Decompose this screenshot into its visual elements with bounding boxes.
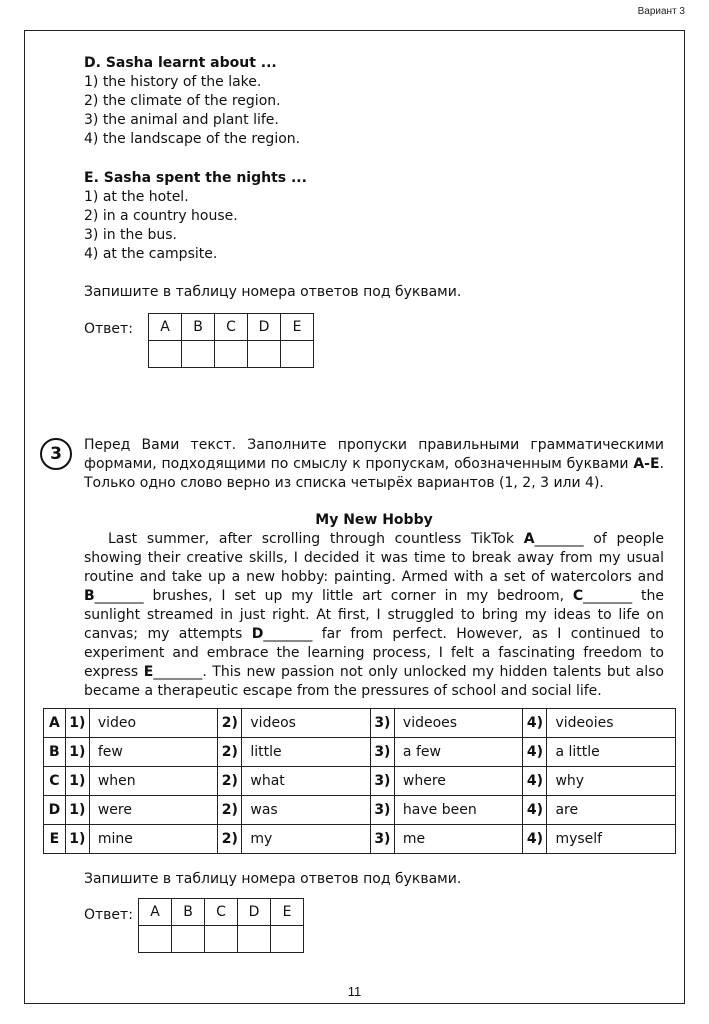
option-number: 4) <box>523 738 547 767</box>
task-instruction <box>84 436 664 493</box>
story-segment: the sunlight streamed in just right. At first, I struggled to bring my ideas to life on canvas; my attempts <box>84 588 664 642</box>
task-instruction-text-end: . Только одно слово верно из списка четырёх вариантов (1, 2, 3 или 4). <box>84 456 664 491</box>
option-text: were <box>89 796 217 825</box>
answer-cell-a[interactable] <box>139 926 172 953</box>
table-row <box>44 738 676 767</box>
task-instruction-text: Перед Вами текст. Заполните пропуски правильными грамматическими формами, подходящими по смыслу к пропускам, обозначенным буквами <box>84 437 664 472</box>
row-letter: C <box>44 767 66 796</box>
answer-header-d: D <box>238 899 271 926</box>
option-number: 4) <box>523 796 547 825</box>
option-number: 2) <box>218 796 242 825</box>
option-text: my <box>242 825 370 854</box>
option-number: 1) <box>65 709 89 738</box>
option-text: have been <box>394 796 522 825</box>
answer-header-e: E <box>271 899 304 926</box>
story-segment: of people showing their creative skills, I decided it was time to break away from my usual routine and take up a new hobby: painting. Armed with a set of watercolors and <box>84 531 664 585</box>
option-number: 1) <box>65 767 89 796</box>
option-number: 3) <box>370 767 394 796</box>
gap-a: A_______ <box>523 531 584 547</box>
answer-header-c: C <box>215 314 248 341</box>
option-text: myself <box>547 825 676 854</box>
option-number: 3) <box>370 796 394 825</box>
table-row <box>44 825 676 854</box>
option-text: me <box>394 825 522 854</box>
option-number: 3) <box>370 825 394 854</box>
answer-table-1 <box>148 313 314 368</box>
question-d-title: D. Sasha learnt about ... <box>84 55 277 71</box>
answer-label-2: Ответ: <box>84 907 133 923</box>
table-row <box>44 767 676 796</box>
question-d-option-2: 2) the climate of the region. <box>84 93 281 109</box>
question-e-option-4: 4) at the campsite. <box>84 246 218 262</box>
answer-label-1: Ответ: <box>84 321 133 337</box>
option-number: 2) <box>218 738 242 767</box>
story-segment: Last summer, after scrolling through countless TikTok <box>108 531 524 547</box>
story-segment: . This new passion not only unlocked my hidden talents but also became a therapeutic escape from the pressures of school and social life. <box>84 664 664 699</box>
answer-header-e: E <box>281 314 314 341</box>
answer-cell-a[interactable] <box>149 341 182 368</box>
answer-header-d: D <box>248 314 281 341</box>
question-d-option-4: 4) the landscape of the region. <box>84 131 301 147</box>
gap-e: E_______ <box>143 664 203 680</box>
option-number: 3) <box>370 738 394 767</box>
option-number: 1) <box>65 738 89 767</box>
option-text: where <box>394 767 522 796</box>
option-number: 1) <box>65 825 89 854</box>
question-e-title: E. Sasha spent the nights ... <box>84 170 307 186</box>
answer-header-b: B <box>182 314 215 341</box>
option-text: mine <box>89 825 217 854</box>
option-text: little <box>242 738 370 767</box>
story-text <box>84 530 664 701</box>
page-number: 11 <box>347 984 362 999</box>
answer-cell-c[interactable] <box>215 341 248 368</box>
option-number: 1) <box>65 796 89 825</box>
question-d-option-3: 3) the animal and plant life. <box>84 112 279 128</box>
task-number-badge: 3 <box>40 438 72 470</box>
row-letter: A <box>44 709 66 738</box>
task-instruction-letters: A-E <box>633 456 660 472</box>
answer-table-2 <box>138 898 304 953</box>
table-row <box>44 796 676 825</box>
question-e <box>84 169 307 264</box>
story-title: My New Hobby <box>315 512 433 528</box>
answer-instruction-2: Запишите в таблицу номера ответов под буквами. <box>84 871 462 887</box>
row-letter: D <box>44 796 66 825</box>
gap-b: B_______ <box>84 588 144 604</box>
answer-header-a: A <box>139 899 172 926</box>
option-number: 2) <box>218 825 242 854</box>
variant-label: Вариант 3 <box>637 6 685 17</box>
options-table <box>43 708 676 854</box>
option-text: videoies <box>547 709 676 738</box>
option-number: 3) <box>370 709 394 738</box>
answer-header-a: A <box>149 314 182 341</box>
option-number: 4) <box>523 709 547 738</box>
answer-header-c: C <box>205 899 238 926</box>
option-text: few <box>89 738 217 767</box>
option-text: when <box>89 767 217 796</box>
question-d-option-1: 1) the history of the lake. <box>84 74 262 90</box>
option-text: are <box>547 796 676 825</box>
option-text: videoes <box>394 709 522 738</box>
row-letter: B <box>44 738 66 767</box>
option-text: why <box>547 767 676 796</box>
option-number: 2) <box>218 709 242 738</box>
answer-instruction-1: Запишите в таблицу номера ответов под буквами. <box>84 284 462 300</box>
answer-cell-b[interactable] <box>182 341 215 368</box>
table-row <box>44 709 676 738</box>
answer-cell-e[interactable] <box>281 341 314 368</box>
option-text: videos <box>242 709 370 738</box>
question-e-option-2: 2) in a country house. <box>84 208 238 224</box>
answer-cell-c[interactable] <box>205 926 238 953</box>
option-text: video <box>89 709 217 738</box>
story-segment: brushes, I set up my little art corner in my bedroom, <box>143 588 573 604</box>
gap-c: C_______ <box>572 588 633 604</box>
answer-header-b: B <box>172 899 205 926</box>
answer-cell-e[interactable] <box>271 926 304 953</box>
option-number: 4) <box>523 767 547 796</box>
answer-cell-d[interactable] <box>238 926 271 953</box>
option-text: what <box>242 767 370 796</box>
answer-cell-b[interactable] <box>172 926 205 953</box>
question-e-option-1: 1) at the hotel. <box>84 189 189 205</box>
question-d <box>84 54 300 149</box>
answer-cell-d[interactable] <box>248 341 281 368</box>
option-number: 2) <box>218 767 242 796</box>
question-e-option-3: 3) in the bus. <box>84 227 177 243</box>
story-segment: far from perfect. However, as I continued to experiment and embrace the learning process, I felt a fascinating freedom to express <box>84 626 664 680</box>
option-text: was <box>242 796 370 825</box>
option-text: a few <box>394 738 522 767</box>
option-text: a little <box>547 738 676 767</box>
gap-d: D_______ <box>251 626 313 642</box>
row-letter: E <box>44 825 66 854</box>
option-number: 4) <box>523 825 547 854</box>
